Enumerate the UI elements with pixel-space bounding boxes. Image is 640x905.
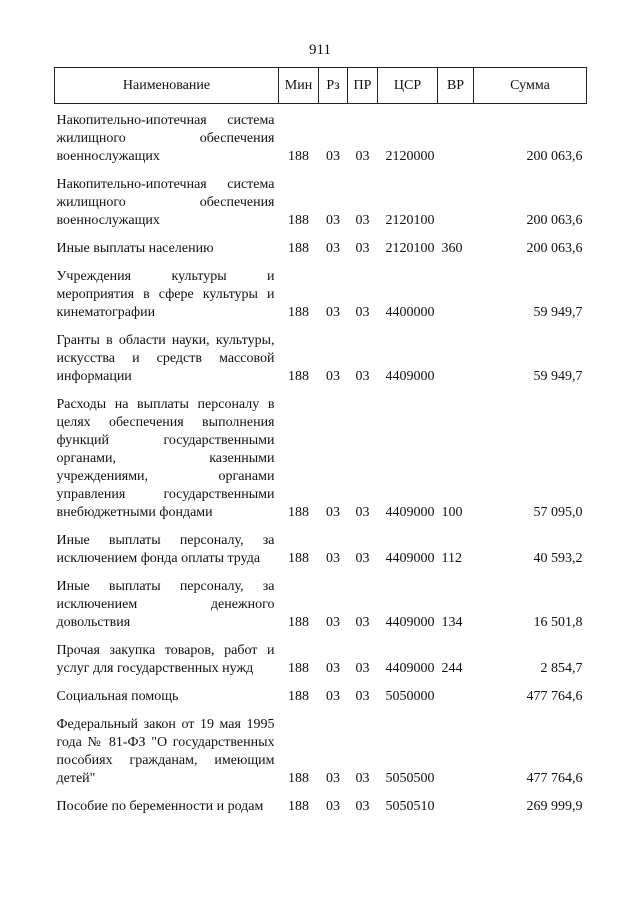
- row-vr: [438, 104, 474, 169]
- row-csr: 4409000: [385, 551, 435, 566]
- table-row: [55, 524, 587, 570]
- row-rz: 03: [326, 241, 340, 256]
- table-row: [55, 324, 587, 388]
- row-name: Иные выплаты персоналу, за исключением денежного довольствия: [56, 579, 275, 630]
- row-vr: [438, 708, 474, 790]
- header-pr: ПР: [348, 68, 378, 104]
- row-pr: 03: [355, 551, 370, 566]
- row-vr: 112: [441, 551, 462, 566]
- table-row: [55, 232, 587, 260]
- row-name: Федеральный закон от 19 мая 1995 года № 81-ФЗ "О государственных пособиях гражданам, имеющим детей": [56, 717, 275, 786]
- row-min: 188: [288, 213, 309, 228]
- row-rz: 03: [326, 505, 340, 520]
- row-sum: 40 593,2: [533, 551, 583, 566]
- row-vr: [438, 260, 474, 324]
- table-row: [55, 634, 587, 680]
- row-sum: 269 999,9: [526, 799, 583, 814]
- row-vr: 360: [441, 241, 463, 256]
- row-pr: 03: [355, 369, 370, 384]
- row-sum: 57 095,0: [533, 505, 583, 520]
- row-sum: 16 501,8: [533, 615, 583, 630]
- row-name: Иные выплаты персоналу, за исключением фонда оплаты труда: [56, 533, 275, 566]
- row-name: Расходы на выплаты персоналу в целях обеспечения выполнения функций государственными органами, казенными учреждениями, органами управления государственными внебюджетными фондами: [56, 397, 275, 520]
- row-csr: 2120100: [385, 241, 435, 256]
- row-csr: 4409000: [385, 661, 435, 676]
- row-vr: 244: [441, 661, 463, 676]
- row-vr: [438, 790, 474, 818]
- row-pr: 03: [355, 771, 370, 786]
- row-name: Учреждения культуры и мероприятия в сфере культуры и кинематографии: [56, 269, 275, 320]
- row-csr: 4400000: [385, 305, 435, 320]
- row-min: 188: [288, 505, 309, 520]
- row-vr: 100: [441, 505, 463, 520]
- table-row: [55, 388, 587, 524]
- row-vr: 134: [441, 615, 463, 630]
- row-rz: 03: [326, 551, 340, 566]
- row-vr: [438, 168, 474, 232]
- page-number: 911: [309, 42, 331, 58]
- row-min: 188: [288, 615, 309, 630]
- row-min: 188: [288, 799, 309, 814]
- row-min: 188: [288, 149, 309, 164]
- table-row: [55, 168, 587, 232]
- row-pr: 03: [355, 149, 370, 164]
- table-row: [55, 790, 587, 818]
- header-rz: Рз: [319, 68, 348, 104]
- table-row: [55, 570, 587, 634]
- row-csr: 4409000: [385, 505, 435, 520]
- row-rz: 03: [326, 213, 340, 228]
- row-pr: 03: [355, 799, 370, 814]
- row-sum: 59 949,7: [533, 305, 583, 320]
- row-csr: 4409000: [385, 615, 435, 630]
- row-name: Накопительно-ипотечная система жилищного обеспечения военнослужащих: [56, 113, 275, 164]
- row-pr: 03: [355, 615, 370, 630]
- table-header-row: [55, 68, 587, 104]
- row-pr: 03: [355, 689, 370, 704]
- table-row: [55, 104, 587, 169]
- row-sum: 59 949,7: [533, 369, 583, 384]
- row-rz: 03: [326, 615, 340, 630]
- row-csr: 5050510: [385, 799, 435, 814]
- row-sum: 477 764,6: [526, 771, 583, 786]
- row-sum: 200 063,6: [526, 241, 583, 256]
- header-min: Мин: [279, 68, 319, 104]
- row-rz: 03: [326, 689, 340, 704]
- row-min: 188: [288, 551, 309, 566]
- row-name: Пособие по беременности и родам: [56, 799, 264, 814]
- row-sum: 477 764,6: [526, 689, 583, 704]
- table-row: [55, 680, 587, 708]
- row-name: Иные выплаты населению: [56, 241, 214, 256]
- row-sum: 200 063,6: [526, 149, 583, 164]
- row-name: Социальная помощь: [56, 689, 179, 704]
- row-rz: 03: [326, 369, 340, 384]
- row-pr: 03: [355, 213, 370, 228]
- row-min: 188: [288, 771, 309, 786]
- row-min: 188: [288, 661, 309, 676]
- row-rz: 03: [326, 771, 340, 786]
- row-min: 188: [288, 689, 309, 704]
- row-name: Накопительно-ипотечная система жилищного обеспечения военнослужащих: [56, 177, 275, 228]
- row-min: 188: [288, 369, 309, 384]
- row-rz: 03: [326, 149, 340, 164]
- row-csr: 5050500: [385, 771, 435, 786]
- row-pr: 03: [355, 661, 370, 676]
- row-csr: 2120000: [385, 149, 435, 164]
- row-sum: 200 063,6: [526, 213, 583, 228]
- row-rz: 03: [326, 305, 340, 320]
- row-sum: 2 854,7: [540, 661, 583, 676]
- row-vr: [438, 680, 474, 708]
- row-name: Прочая закупка товаров, работ и услуг для государственных нужд: [56, 643, 275, 676]
- header-sum: Сумма: [474, 68, 587, 104]
- row-name: Гранты в области науки, культуры, искусства и средств массовой информации: [56, 333, 275, 384]
- row-csr: 2120100: [385, 213, 435, 228]
- header-vr: ВР: [438, 68, 474, 104]
- row-csr: 4409000: [385, 369, 435, 384]
- header-csr: ЦСР: [378, 68, 438, 104]
- row-rz: 03: [326, 661, 340, 676]
- row-rz: 03: [326, 799, 340, 814]
- row-min: 188: [288, 241, 309, 256]
- row-vr: [438, 324, 474, 388]
- header-name: Наименование: [55, 68, 279, 104]
- row-pr: 03: [355, 505, 370, 520]
- row-pr: 03: [355, 305, 370, 320]
- row-csr: 5050000: [385, 689, 435, 704]
- table-row: [55, 260, 587, 324]
- row-pr: 03: [355, 241, 370, 256]
- table-row: [55, 708, 587, 790]
- row-min: 188: [288, 305, 309, 320]
- budget-table: [54, 67, 587, 818]
